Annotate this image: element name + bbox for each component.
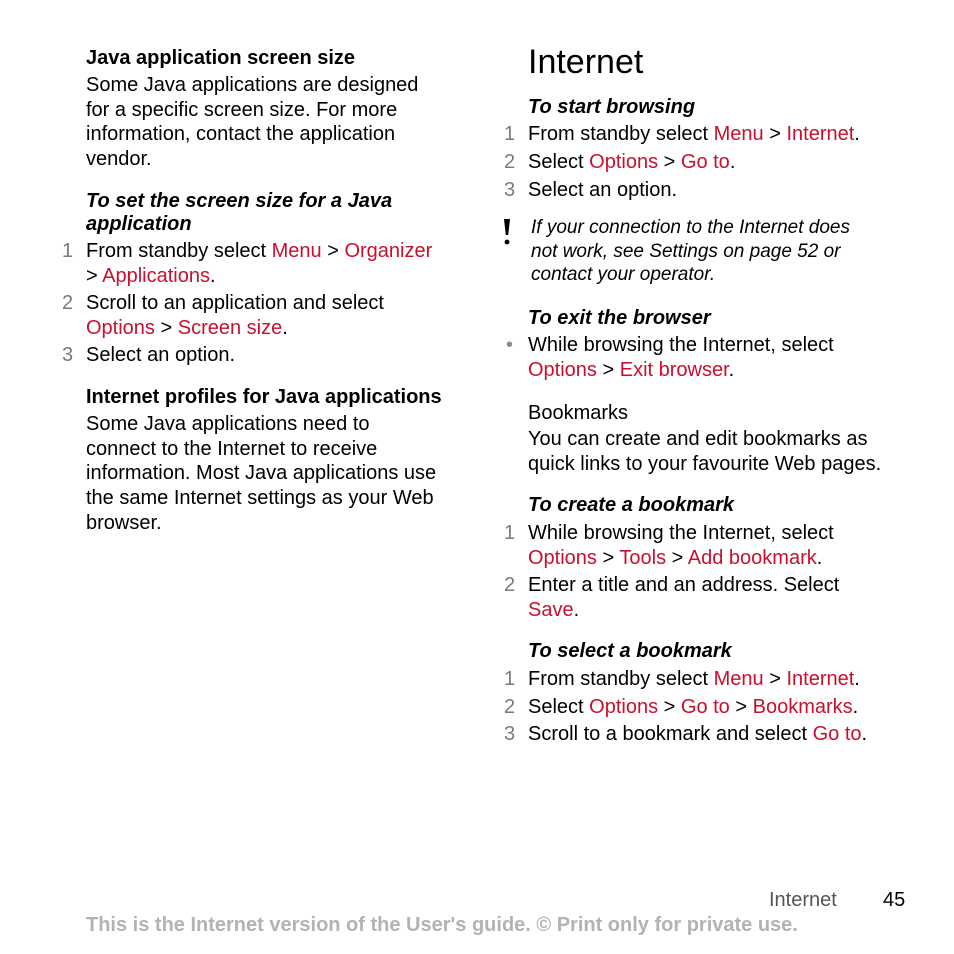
select-step-3 (504, 722, 868, 747)
task-title-line: application (86, 213, 192, 235)
separator: > (321, 240, 345, 262)
bullet-icon: • (506, 334, 514, 356)
punctuation: . (573, 598, 580, 621)
punctuation: . (861, 723, 868, 745)
create-bookmark-title: To create a bookmark (528, 494, 735, 516)
menu-link[interactable]: Menu (713, 668, 764, 690)
note-line: contact your operator. (531, 264, 716, 285)
step-text: Enter a title and an address. Select (528, 574, 840, 596)
step-text: Scroll to an application and select (86, 292, 384, 314)
separator: > (763, 668, 787, 690)
add-bookmark-link[interactable]: Add bookmark (687, 546, 817, 569)
step-text: While browsing the Internet, select (528, 522, 834, 544)
select-step-2 (504, 695, 859, 720)
options-link[interactable]: Options (589, 151, 659, 173)
step-text: Select an option. (528, 179, 677, 201)
java-size-body (86, 73, 418, 172)
profiles-body (86, 412, 436, 536)
options-link[interactable]: Options (528, 546, 597, 569)
step-text: From standby select (528, 123, 714, 145)
body-line: Some Java applications are designed (86, 74, 419, 96)
separator: > (666, 546, 688, 569)
separator: > (596, 546, 620, 569)
step-number: 2 (504, 151, 516, 173)
options-link[interactable]: Options (86, 316, 155, 339)
bookmarks-body (528, 427, 881, 476)
separator: > (729, 696, 753, 718)
organizer-link[interactable]: Organizer (344, 240, 433, 262)
create-step-1 (504, 521, 834, 570)
body-line: browser. (86, 511, 162, 534)
start-browsing-title: To start browsing (528, 96, 696, 118)
step-text: Scroll to a bookmark and select (528, 723, 813, 745)
separator: > (86, 264, 103, 287)
applications-link[interactable]: Applications (102, 264, 210, 287)
internet-link[interactable]: Internet (786, 123, 855, 145)
start-step-1 (504, 122, 860, 147)
step-text: Select (528, 151, 590, 173)
exclamation-icon (502, 218, 512, 244)
start-step-2 (504, 150, 736, 175)
start-step-3 (504, 178, 677, 203)
body-line: connect to the Internet to receive (86, 437, 378, 460)
section-title: Internet (528, 43, 644, 81)
body-line: for a specific screen size. For more (86, 98, 398, 121)
menu-link[interactable]: Menu (713, 123, 764, 145)
step-number: 1 (504, 668, 516, 690)
step-text: From standby select (86, 240, 272, 262)
go-to-link[interactable]: Go to (812, 723, 862, 745)
punctuation: . (852, 696, 859, 718)
punctuation: . (728, 358, 735, 381)
body-line: the same Internet settings as your Web (86, 487, 434, 510)
step-text: From standby select (528, 668, 714, 690)
footer-section-name: Internet (769, 889, 837, 911)
separator: > (763, 123, 787, 145)
step-number: 2 (504, 574, 516, 596)
separator: > (154, 316, 178, 339)
exit-browser-title: To exit the browser (528, 307, 711, 329)
connection-note (531, 216, 850, 287)
set-size-task-title (86, 190, 392, 236)
step-number: 3 (504, 179, 516, 201)
separator: > (596, 358, 620, 381)
screen-size-link[interactable]: Screen size (177, 316, 283, 339)
separator: > (658, 151, 681, 173)
tools-link[interactable]: Tools (619, 546, 667, 569)
set-size-step-2 (62, 291, 384, 340)
bookmarks-heading: Bookmarks (528, 402, 629, 424)
note-line: If your connection to the Internet does (531, 217, 850, 238)
step-number: 1 (504, 522, 516, 544)
set-size-step-1 (62, 239, 433, 288)
punctuation: . (209, 264, 216, 287)
body-line: quick links to your favourite Web pages. (528, 452, 882, 475)
page-number: 45 (883, 889, 906, 911)
select-bookmark-title: To select a bookmark (528, 640, 732, 662)
exit-browser-link[interactable]: Exit browser (619, 358, 729, 381)
punctuation: . (282, 316, 288, 339)
options-link[interactable]: Options (589, 696, 659, 718)
punctuation: . (854, 668, 860, 690)
note-line: not work, see Settings on page 52 or (531, 240, 841, 262)
body-line: information, contact the application (86, 123, 396, 146)
step-number: 2 (62, 292, 74, 314)
body-line: vendor. (86, 148, 152, 171)
body-line: Some Java applications need to (86, 413, 370, 435)
step-number: 3 (504, 723, 516, 745)
step-number: 2 (504, 696, 516, 718)
punctuation: . (729, 151, 736, 173)
step-text: While browsing the Internet, select (528, 334, 834, 356)
step-text: Select (528, 696, 590, 718)
options-link[interactable]: Options (528, 358, 597, 381)
go-to-link[interactable]: Go to (680, 151, 730, 173)
select-step-1 (504, 667, 860, 692)
punctuation: . (854, 123, 860, 145)
body-line: information. Most Java applications use (86, 462, 437, 485)
set-size-step-3 (62, 343, 235, 368)
create-step-2 (504, 573, 840, 622)
exit-browser-step (506, 333, 834, 382)
go-to-link[interactable]: Go to (680, 696, 730, 718)
profiles-heading: Internet profiles for Java applications (86, 386, 442, 408)
step-number: 3 (62, 344, 74, 366)
separator: > (658, 696, 681, 718)
step-number: 1 (504, 123, 516, 145)
step-number: 1 (62, 240, 74, 262)
body-line: You can create and edit bookmarks as (528, 428, 868, 450)
step-text: Select an option. (86, 344, 235, 366)
footer-disclaimer: This is the Internet version of the User's guide. © Print only for private use. (86, 914, 798, 936)
internet-link[interactable]: Internet (786, 668, 855, 690)
punctuation: . (816, 546, 823, 569)
bookmarks-link[interactable]: Bookmarks (752, 696, 853, 718)
menu-link[interactable]: Menu (271, 240, 322, 262)
task-title-line: To set the screen size for a Java (86, 190, 393, 212)
save-link[interactable]: Save (528, 598, 574, 621)
java-size-heading: Java application screen size (86, 47, 356, 69)
